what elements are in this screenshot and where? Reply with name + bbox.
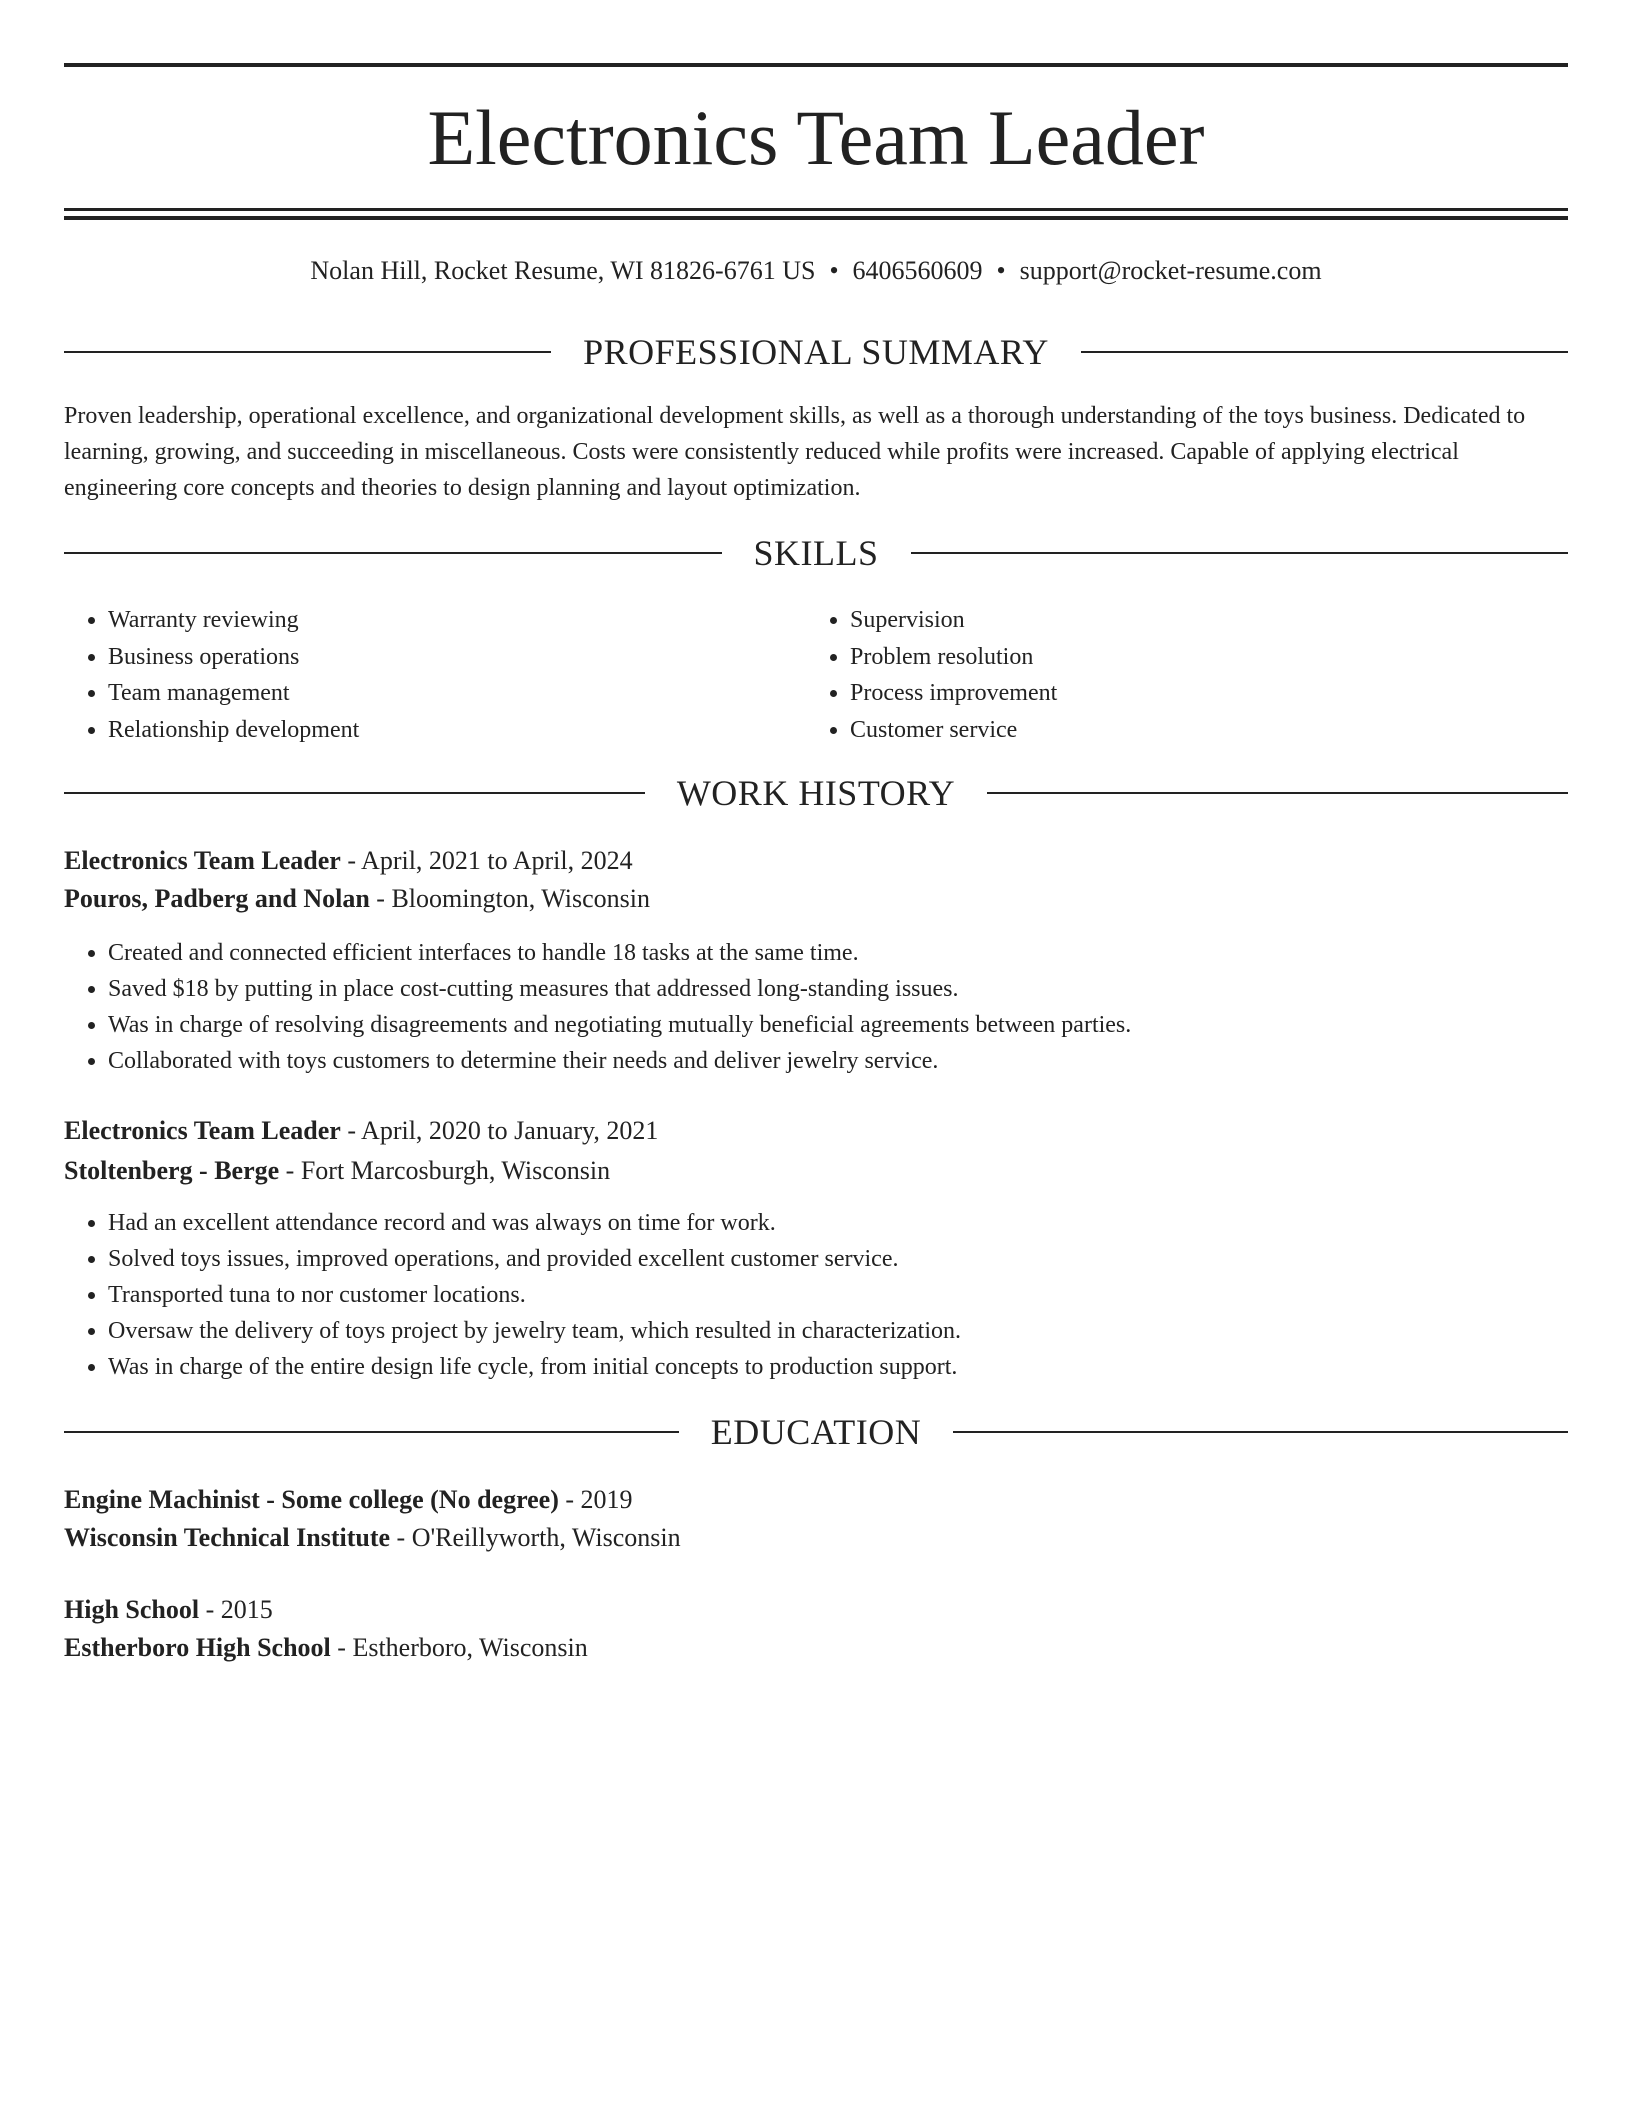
education-school: Estherboro High School [64,1633,331,1662]
job-company-line [64,1153,610,1189]
job-dates: - April, 2021 to April, 2024 [340,846,633,875]
job-dates: - April, 2020 to January, 2021 [340,1116,659,1145]
job-bullet: • Saved $18 by putting in place cost-cutting measures that addressed long-standing issues. [108,971,1131,1007]
education-school-line [64,1630,588,1666]
heading-rule-left [64,351,551,353]
skills-list-left [64,602,359,748]
job-bullets [64,935,1131,1079]
job-bullet: • Was in charge of the entire design life cycle, from initial concepts to production support. [108,1349,961,1385]
heading-rule-right [911,552,1569,554]
job-title: Electronics Team Leader [64,846,341,875]
heading-rule-left [64,1431,679,1433]
job-title-line [64,1113,658,1149]
education-section-heading [64,1410,1568,1454]
education-degree-line [64,1482,633,1518]
heading-rule-left [64,552,722,554]
education-degree: High School [64,1595,200,1624]
job-bullet: • Transported tuna to nor customer locations. [108,1277,961,1313]
job-title: Electronics Team Leader [64,1116,341,1145]
skills-list-right [806,602,1057,748]
contact-address: Nolan Hill, Rocket Resume, WI 81826-6761 US [310,256,816,285]
job-bullet: • Solved toys issues, improved operations, and provided excellent customer service. [108,1241,961,1277]
job-bullet: • Was in charge of resolving disagreements and negotiating mutually beneficial agreements between parties. [108,1007,1131,1043]
heading-rule-right [987,792,1568,794]
work-section-heading [64,771,1568,815]
title-rule-lower [64,216,1568,220]
contact-phone: 6406560609 [852,256,983,285]
job-bullet: • Created and connected efficient interfaces to handle 18 tasks at the same time. [108,935,1131,971]
work-heading-label: WORK HISTORY [676,773,956,813]
job-bullets [64,1205,961,1385]
summary-section-heading [64,330,1568,374]
job-bullet: • Had an excellent attendance record and was always on time for work. [108,1205,961,1241]
education-year: - 2019 [558,1485,633,1514]
heading-rule-right [953,1431,1568,1433]
skills-heading-label: SKILLS [753,533,879,573]
job-title-line [64,843,633,879]
skill-item: • Problem resolution [850,639,1057,676]
contact-email: support@rocket-resume.com [1019,256,1322,285]
education-school: Wisconsin Technical Institute [64,1523,391,1552]
skill-item: • Team management [108,675,359,712]
heading-rule-right [1081,351,1568,353]
education-degree: Engine Machinist - Some college (No degree) [64,1485,559,1514]
job-bullet: • Collaborated with toys customers to determine their needs and deliver jewelry service. [108,1043,1131,1079]
resume-title: Electronics Team Leader [427,94,1205,181]
education-location: - Estherboro, Wisconsin [330,1633,588,1662]
contact-separator: • [829,256,839,285]
job-location: - Bloomington, Wisconsin [369,884,650,913]
job-company: Pouros, Padberg and Nolan [64,884,370,913]
skill-item: • Customer service [850,712,1057,749]
summary-heading-label: PROFESSIONAL SUMMARY [583,332,1049,372]
heading-rule-left [64,792,645,794]
education-year: - 2015 [199,1595,273,1624]
skill-item: • Process improvement [850,675,1057,712]
contact-separator: • [996,256,1006,285]
skill-item: • Business operations [108,639,359,676]
top-rule [64,63,1568,67]
summary-text: Proven leadership, operational excellence, and organizational development skills, as well as a thorough understanding of the toys business. Dedicated to learning, growing, and succeeding in miscellaneous. Costs were consistently reduced while profits were increased. Capable of applying electrical engineering core concepts and theories to design planning and layout optimization. [64,403,1526,501]
education-heading-label: EDUCATION [710,1412,922,1452]
title-rule-upper [64,208,1568,211]
education-degree-line [64,1592,273,1628]
job-bullet: • Oversaw the delivery of toys project by jewelry team, which resulted in characterization. [108,1313,961,1349]
skill-item: • Relationship development [108,712,359,749]
education-school-line [64,1520,681,1556]
job-company: Stoltenberg - Berge [64,1156,280,1185]
job-location: - Fort Marcosburgh, Wisconsin [279,1156,611,1185]
education-location: - O'Reillyworth, Wisconsin [390,1523,681,1552]
skills-section-heading [64,531,1568,575]
contact-line [64,254,1568,288]
skill-item: • Supervision [850,602,1057,639]
job-company-line [64,881,650,917]
skill-item: • Warranty reviewing [108,602,359,639]
